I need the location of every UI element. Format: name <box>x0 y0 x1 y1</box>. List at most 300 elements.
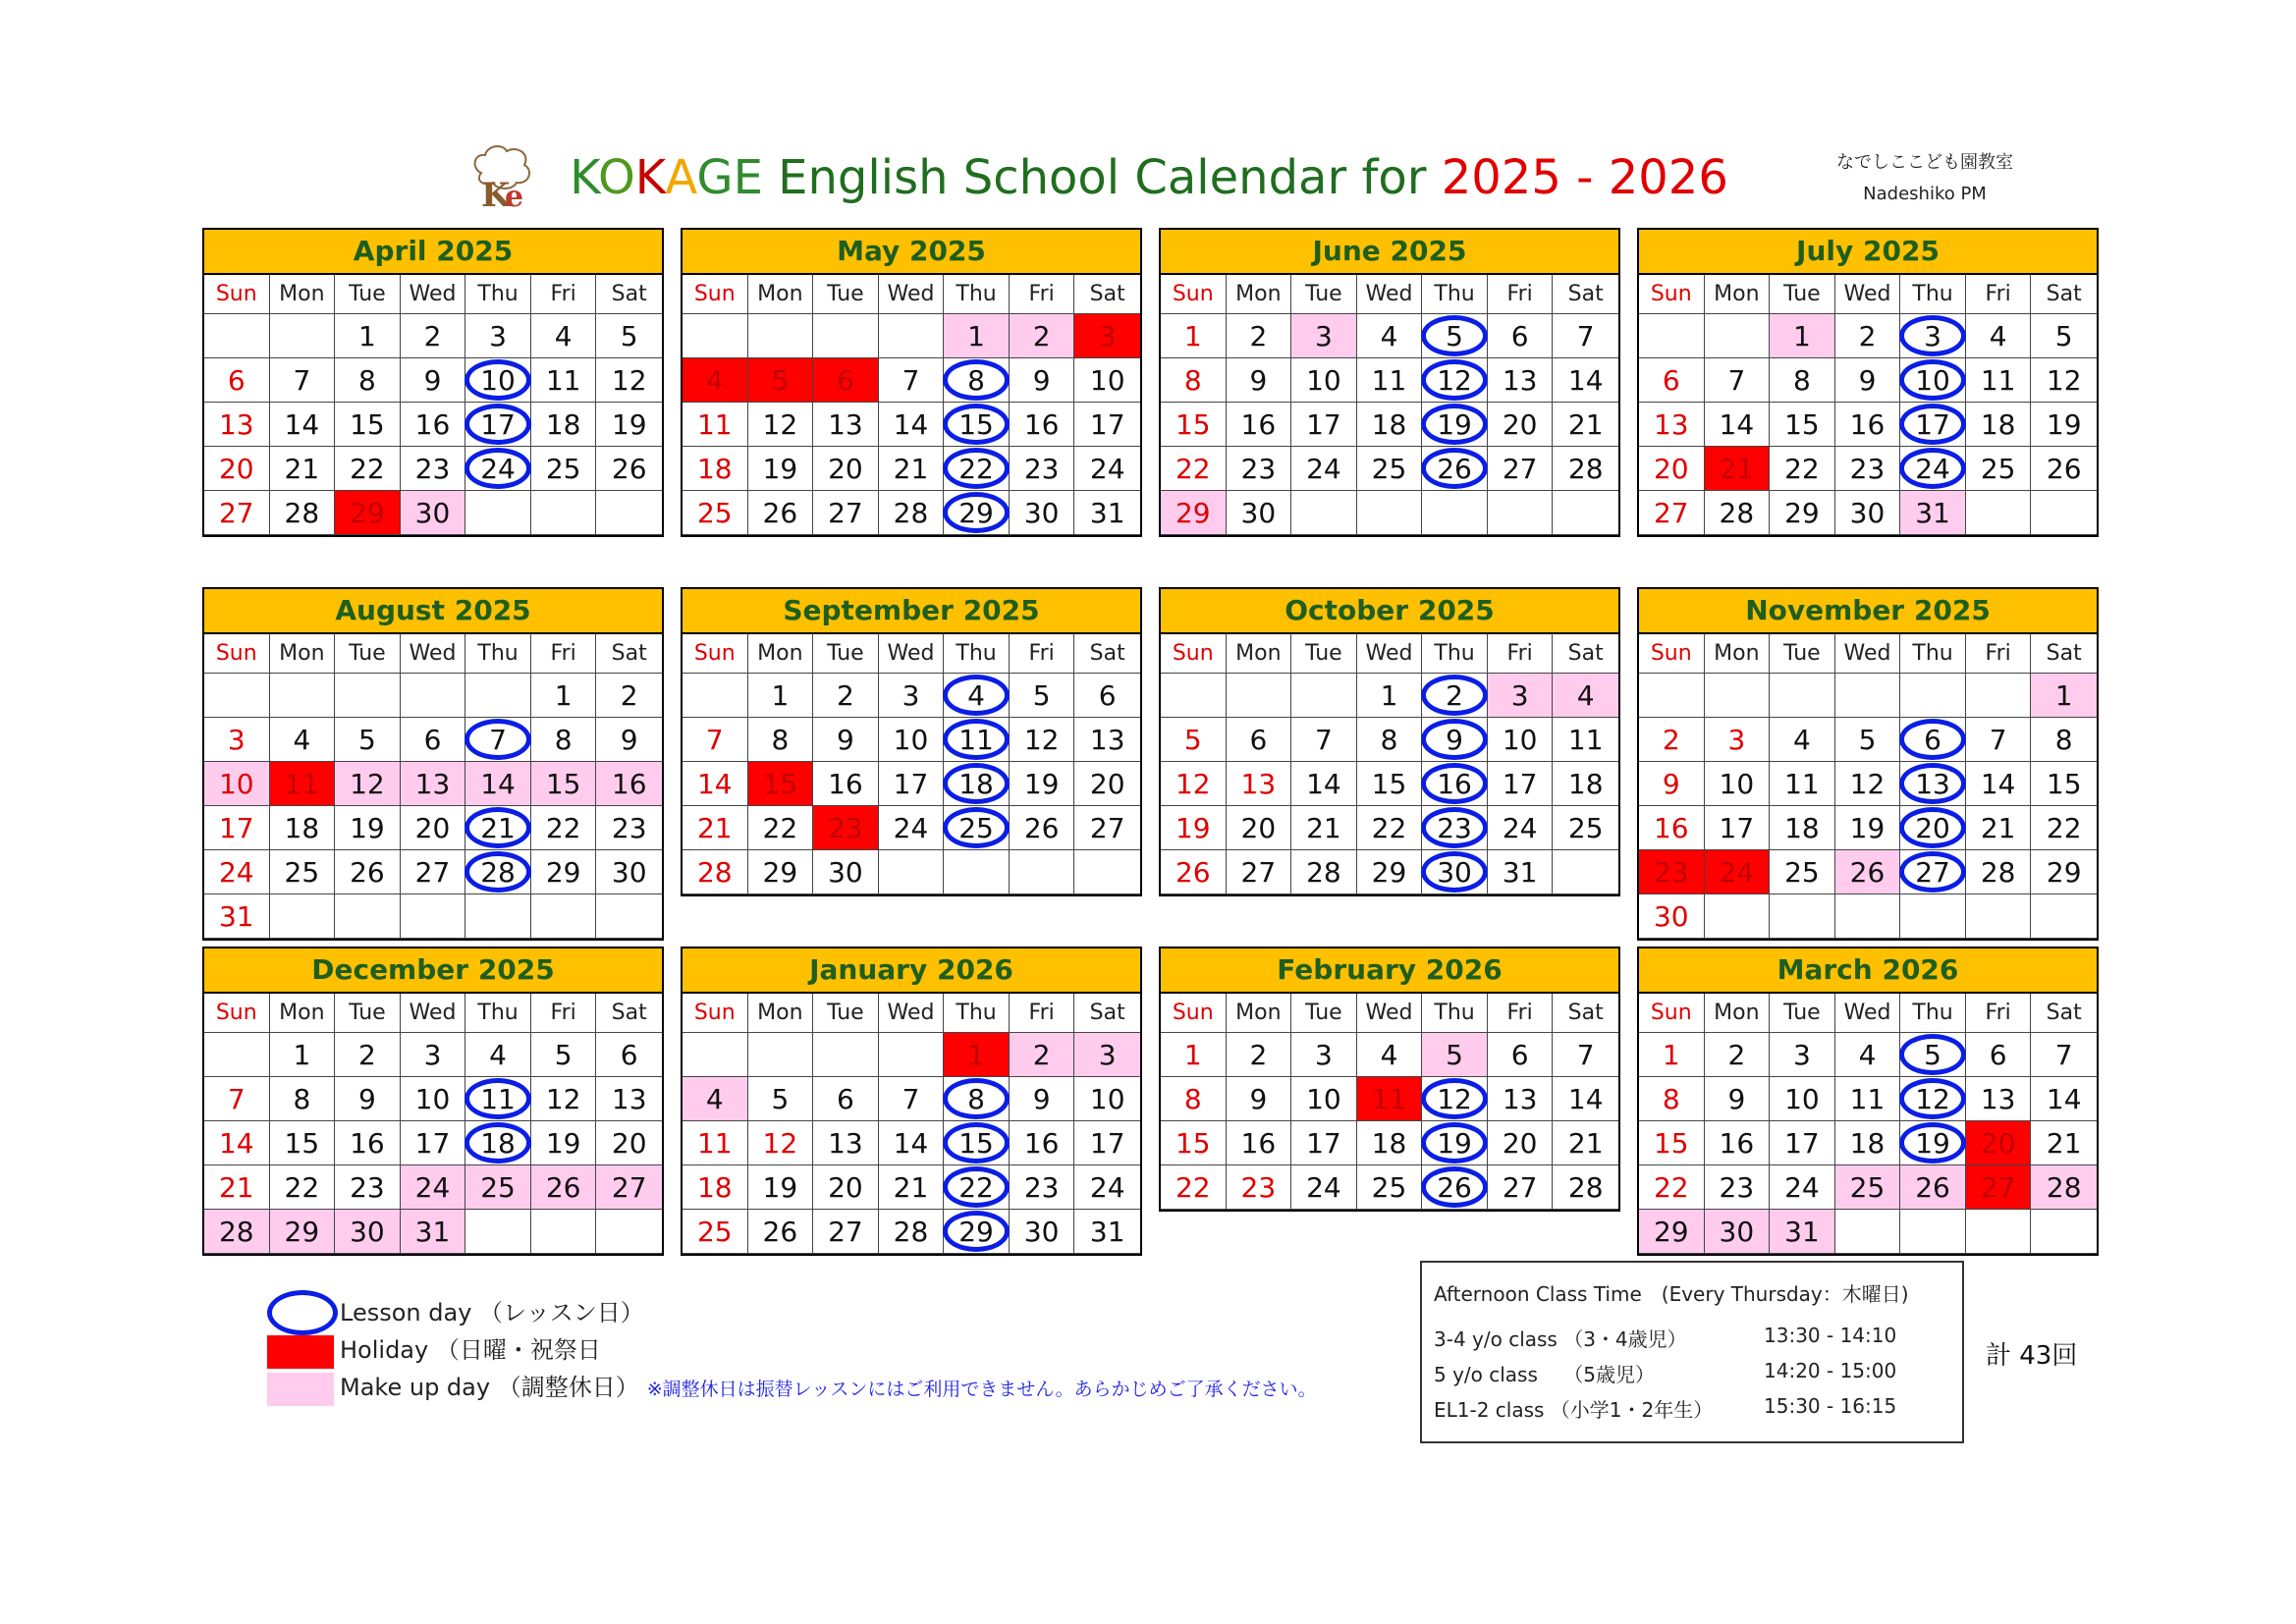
weekday-header: Tue <box>1770 634 1835 674</box>
weekday-header: Wed <box>401 634 466 674</box>
day-number: 15 <box>2046 768 2082 800</box>
day-number: 20 <box>1980 1127 2016 1160</box>
day-cell <box>1966 1077 2032 1121</box>
day-number: 14 <box>1980 768 2016 800</box>
day-number: 23 <box>1023 1171 1060 1204</box>
day-number: 10 <box>893 724 929 756</box>
day-number: 31 <box>1089 1216 1125 1248</box>
day-cell <box>1074 806 1140 850</box>
day-number: 24 <box>218 856 254 889</box>
day-cell <box>1966 806 2032 850</box>
day-cell <box>401 1033 466 1077</box>
day-cell <box>1357 718 1423 762</box>
day-cell <box>1291 806 1357 850</box>
day-number: 6 <box>1662 364 1680 397</box>
weekday-header: Wed <box>401 275 466 314</box>
day-cell <box>1227 806 1292 850</box>
day-cell <box>944 491 1010 535</box>
day-cell <box>944 1165 1010 1210</box>
day-number: 26 <box>2046 453 2082 485</box>
day-number: 18 <box>696 1171 733 1204</box>
day-cell <box>1010 1121 1075 1165</box>
weekday-header: Fri <box>1488 994 1554 1033</box>
day-number: 7 <box>227 1083 246 1115</box>
day-cell <box>1422 314 1488 358</box>
day-number: 19 <box>762 1171 798 1204</box>
day-number: 16 <box>350 1127 385 1160</box>
empty-day-cell <box>683 674 748 718</box>
day-cell <box>596 314 662 358</box>
day-number: 30 <box>414 497 451 529</box>
day-cell <box>683 806 748 850</box>
day-cell <box>1553 314 1618 358</box>
day-cell <box>1488 806 1554 850</box>
day-number: 2 <box>423 320 442 352</box>
day-cell <box>1835 491 1901 535</box>
weekday-header: Wed <box>1357 275 1423 314</box>
empty-day-cell <box>1639 674 1705 718</box>
day-cell <box>1227 1121 1292 1165</box>
month-calendar <box>681 228 1142 537</box>
day-number: 21 <box>480 812 516 844</box>
weekday-header: Thu <box>1900 994 1966 1033</box>
day-cell <box>748 358 814 403</box>
empty-day-cell <box>1966 1210 2032 1254</box>
day-number: 22 <box>2046 812 2082 844</box>
day-number: 3 <box>1315 320 1333 352</box>
day-number: 7 <box>1727 364 1746 397</box>
day-cell <box>465 314 531 358</box>
day-cell <box>1291 1077 1357 1121</box>
empty-day-cell <box>1227 674 1292 718</box>
month-title: September 2025 <box>683 589 1140 634</box>
day-cell <box>1553 1077 1618 1121</box>
day-number: 2 <box>1249 1039 1268 1071</box>
day-cell <box>1357 447 1423 491</box>
day-number: 13 <box>828 1127 863 1160</box>
weekday-header: Mon <box>1227 634 1292 674</box>
empty-day-cell <box>1161 674 1227 718</box>
weekday-header: Sun <box>1639 634 1705 674</box>
day-cell <box>335 403 401 447</box>
day-cell <box>1900 491 1966 535</box>
day-cell <box>1900 447 1966 491</box>
weekday-header: Wed <box>1357 994 1423 1033</box>
day-cell <box>1010 1077 1075 1121</box>
weekday-header: Sat <box>1553 275 1618 314</box>
empty-day-cell <box>1900 674 1966 718</box>
day-number: 7 <box>902 364 920 397</box>
day-number: 21 <box>1980 812 2016 844</box>
day-number: 25 <box>545 453 581 485</box>
day-number: 25 <box>696 497 733 529</box>
day-cell <box>1074 1077 1140 1121</box>
day-cell <box>1161 718 1227 762</box>
day-number: 4 <box>1380 1039 1398 1071</box>
day-cell <box>2031 1033 2097 1077</box>
day-number: 3 <box>1098 320 1117 352</box>
day-cell <box>1074 718 1140 762</box>
month-calendar <box>1159 228 1620 537</box>
month-title: October 2025 <box>1161 589 1618 634</box>
day-number: 18 <box>1567 768 1604 800</box>
weekday-header: Sun <box>1639 994 1705 1033</box>
day-cell <box>1422 403 1488 447</box>
day-cell <box>683 447 748 491</box>
day-cell <box>1553 447 1618 491</box>
day-cell <box>270 358 336 403</box>
day-number: 29 <box>1175 497 1211 529</box>
day-number: 5 <box>771 364 790 397</box>
month-day-grid <box>683 994 1140 1254</box>
weekday-header: Thu <box>1422 994 1488 1033</box>
day-cell <box>944 762 1010 806</box>
day-cell <box>1010 403 1075 447</box>
day-number: 9 <box>358 1083 376 1115</box>
day-number: 20 <box>1240 812 1277 844</box>
day-number: 21 <box>218 1171 254 1204</box>
weekday-header: Mon <box>270 994 336 1033</box>
day-cell <box>1010 1165 1075 1210</box>
day-cell <box>1488 850 1554 894</box>
day-number: 18 <box>1849 1127 1886 1160</box>
empty-day-cell <box>813 314 879 358</box>
empty-day-cell <box>596 1210 662 1254</box>
day-cell <box>401 358 466 403</box>
day-cell <box>531 1033 597 1077</box>
day-cell <box>1553 358 1618 403</box>
weekday-header: Sun <box>204 994 270 1033</box>
day-cell <box>879 1077 945 1121</box>
day-number: 20 <box>611 1127 647 1160</box>
makeup-note: ※調整休日は振替レッスンにはご利用できません。あらかじめご了承ください。 <box>646 1379 1317 1400</box>
empty-day-cell <box>1074 850 1140 894</box>
class-time: 13:30 - 14:10 <box>1764 1324 1897 1347</box>
day-number: 29 <box>1653 1216 1689 1248</box>
day-number: 7 <box>902 1083 920 1115</box>
day-cell <box>1291 718 1357 762</box>
day-number: 29 <box>1784 497 1820 529</box>
day-cell <box>879 674 945 718</box>
day-number: 12 <box>350 768 385 800</box>
weekday-header: Tue <box>813 275 879 314</box>
day-cell <box>1705 1210 1771 1254</box>
day-cell <box>1639 894 1705 939</box>
day-number: 4 <box>1793 724 1811 756</box>
day-number: 12 <box>1915 1083 1950 1115</box>
day-number: 24 <box>1502 812 1538 844</box>
weekday-header: Mon <box>270 634 336 674</box>
day-number: 10 <box>1502 724 1538 756</box>
empty-day-cell <box>1639 314 1705 358</box>
day-cell <box>1639 762 1705 806</box>
empty-day-cell <box>531 894 597 939</box>
day-cell <box>1553 403 1618 447</box>
day-cell <box>1357 806 1423 850</box>
weekday-header: Sun <box>204 275 270 314</box>
day-cell <box>1835 850 1901 894</box>
day-number: 18 <box>545 408 581 441</box>
day-cell <box>1010 718 1075 762</box>
day-number: 7 <box>705 724 724 756</box>
empty-day-cell <box>879 314 945 358</box>
day-cell <box>1705 1077 1771 1121</box>
day-number: 16 <box>1719 1127 1755 1160</box>
day-number: 13 <box>1502 364 1538 397</box>
day-number: 23 <box>414 453 451 485</box>
day-number: 8 <box>771 724 790 756</box>
day-cell <box>1357 1121 1423 1165</box>
day-number: 23 <box>1437 812 1472 844</box>
day-number: 17 <box>218 812 254 844</box>
day-cell <box>270 1077 336 1121</box>
day-number: 18 <box>480 1127 516 1160</box>
day-cell <box>1074 1210 1140 1254</box>
day-cell <box>401 403 466 447</box>
empty-day-cell <box>465 674 531 718</box>
day-cell <box>813 403 879 447</box>
day-cell <box>944 314 1010 358</box>
day-cell <box>465 403 531 447</box>
weekday-header: Wed <box>1835 634 1901 674</box>
day-number: 2 <box>1727 1039 1746 1071</box>
day-cell <box>1835 314 1901 358</box>
day-number: 14 <box>1719 408 1755 441</box>
day-number: 30 <box>1240 497 1277 529</box>
day-cell <box>879 1121 945 1165</box>
legend-makeup <box>267 1369 1347 1406</box>
day-cell <box>1770 806 1835 850</box>
day-cell <box>1835 1165 1901 1210</box>
day-cell <box>1639 1210 1705 1254</box>
day-number: 15 <box>545 768 581 800</box>
weekday-header: Fri <box>1010 634 1075 674</box>
day-cell <box>270 447 336 491</box>
day-number: 11 <box>1567 724 1604 756</box>
day-number: 28 <box>1719 497 1755 529</box>
day-number: 1 <box>967 320 985 352</box>
day-cell <box>1161 403 1227 447</box>
day-cell <box>465 1121 531 1165</box>
day-cell <box>1900 403 1966 447</box>
day-number: 14 <box>893 1127 929 1160</box>
legend-lesson: Lesson day （レッスン日） <box>267 1294 1347 1331</box>
day-cell <box>1422 850 1488 894</box>
day-number: 16 <box>1849 408 1886 441</box>
day-number: 13 <box>611 1083 647 1115</box>
day-cell <box>1553 806 1618 850</box>
day-number: 9 <box>1662 768 1680 800</box>
day-cell <box>335 718 401 762</box>
day-number: 4 <box>293 724 311 756</box>
day-number: 30 <box>1719 1216 1755 1248</box>
day-cell <box>596 718 662 762</box>
day-cell <box>335 1077 401 1121</box>
day-number: 10 <box>1306 364 1341 397</box>
day-cell <box>270 1210 336 1254</box>
day-number: 25 <box>1371 1171 1407 1204</box>
day-cell <box>1488 1121 1554 1165</box>
day-number: 24 <box>1089 1171 1125 1204</box>
day-cell <box>1227 314 1292 358</box>
day-cell <box>748 1165 814 1210</box>
day-cell <box>944 403 1010 447</box>
day-cell <box>944 718 1010 762</box>
empty-day-cell <box>813 1033 879 1077</box>
day-cell <box>1357 314 1423 358</box>
day-cell <box>1227 358 1292 403</box>
day-cell <box>748 447 814 491</box>
day-cell <box>944 1077 1010 1121</box>
day-cell <box>879 491 945 535</box>
day-cell <box>1291 447 1357 491</box>
day-cell <box>1705 762 1771 806</box>
weekday-header: Mon <box>748 634 814 674</box>
day-cell <box>1900 850 1966 894</box>
day-number: 14 <box>480 768 516 800</box>
day-number: 4 <box>1380 320 1398 352</box>
day-number: 29 <box>958 1216 994 1248</box>
empty-day-cell <box>1553 491 1618 535</box>
day-number: 25 <box>696 1216 733 1248</box>
day-cell <box>531 806 597 850</box>
day-cell <box>748 1121 814 1165</box>
day-cell <box>1422 806 1488 850</box>
day-number: 13 <box>1653 408 1689 441</box>
day-number: 7 <box>1989 724 2007 756</box>
legend-holiday: Holiday （日曜・祝祭日 <box>267 1331 1347 1369</box>
day-number: 8 <box>1793 364 1811 397</box>
day-cell <box>1705 358 1771 403</box>
day-number: 19 <box>545 1127 581 1160</box>
day-number: 6 <box>423 724 442 756</box>
day-number: 23 <box>1240 453 1277 485</box>
day-cell <box>204 1210 270 1254</box>
day-cell <box>270 1033 336 1077</box>
day-number: 26 <box>1915 1171 1950 1204</box>
day-number: 21 <box>1567 408 1604 441</box>
day-cell <box>2031 850 2097 894</box>
day-number: 16 <box>1240 1127 1277 1160</box>
empty-day-cell <box>335 674 401 718</box>
day-cell <box>944 447 1010 491</box>
day-number: 28 <box>480 856 516 889</box>
weekday-header: Thu <box>465 275 531 314</box>
day-cell <box>683 718 748 762</box>
weekday-header: Wed <box>401 994 466 1033</box>
day-cell <box>596 674 662 718</box>
weekday-header: Sat <box>1553 994 1618 1033</box>
day-number: 30 <box>1023 1216 1060 1248</box>
day-number: 18 <box>1371 1127 1407 1160</box>
empty-day-cell <box>531 1210 597 1254</box>
day-cell <box>465 718 531 762</box>
day-cell <box>531 358 597 403</box>
empty-day-cell <box>465 894 531 939</box>
day-cell <box>1705 1165 1771 1210</box>
empty-day-cell <box>531 491 597 535</box>
day-number: 14 <box>696 768 733 800</box>
day-cell <box>596 806 662 850</box>
weekday-header: Fri <box>1488 634 1554 674</box>
day-cell <box>748 1210 814 1254</box>
empty-day-cell <box>1291 674 1357 718</box>
day-number: 31 <box>1089 497 1125 529</box>
day-cell <box>1900 762 1966 806</box>
day-number: 22 <box>958 1171 994 1204</box>
day-cell <box>813 850 879 894</box>
day-cell <box>2031 1121 2097 1165</box>
day-cell <box>1639 850 1705 894</box>
day-number: 21 <box>893 1171 929 1204</box>
day-number: 15 <box>1175 408 1211 441</box>
month-day-grid <box>1161 994 1618 1210</box>
day-number: 23 <box>611 812 647 844</box>
day-cell <box>596 403 662 447</box>
day-cell <box>401 762 466 806</box>
day-number: 9 <box>1249 1083 1268 1115</box>
day-cell <box>335 314 401 358</box>
day-number: 22 <box>284 1171 320 1204</box>
day-number: 7 <box>293 364 311 397</box>
day-number: 11 <box>696 1127 733 1160</box>
weekday-header: Sat <box>2031 275 2097 314</box>
day-cell <box>944 806 1010 850</box>
day-number: 8 <box>358 364 376 397</box>
day-cell <box>1227 403 1292 447</box>
day-cell <box>1010 762 1075 806</box>
day-cell <box>1966 718 2032 762</box>
weekday-header: Fri <box>1010 275 1075 314</box>
day-cell <box>1835 1033 1901 1077</box>
day-number: 13 <box>218 408 254 441</box>
day-cell <box>1291 1165 1357 1210</box>
svg-text:e: e <box>505 180 524 214</box>
day-cell <box>879 358 945 403</box>
weekday-header: Sun <box>1639 275 1705 314</box>
day-number: 22 <box>762 812 798 844</box>
day-cell <box>683 850 748 894</box>
day-number: 22 <box>1784 453 1820 485</box>
day-cell <box>1161 358 1227 403</box>
day-cell <box>204 850 270 894</box>
day-cell <box>813 1210 879 1254</box>
day-number: 21 <box>1306 812 1341 844</box>
day-number: 23 <box>828 812 863 844</box>
day-number: 11 <box>545 364 581 397</box>
day-cell <box>270 762 336 806</box>
weekday-header: Sun <box>204 634 270 674</box>
day-cell <box>2031 403 2097 447</box>
day-cell <box>748 403 814 447</box>
weekday-header: Tue <box>335 634 401 674</box>
day-number: 9 <box>1032 1083 1051 1115</box>
day-cell <box>1422 1077 1488 1121</box>
day-number: 11 <box>696 408 733 441</box>
day-cell <box>1900 1165 1966 1210</box>
class-name: EL1-2 class （小学1・2年生） <box>1434 1398 1714 1422</box>
day-cell <box>531 403 597 447</box>
day-cell <box>335 358 401 403</box>
day-number: 11 <box>1371 364 1407 397</box>
day-number: 27 <box>828 1216 863 1248</box>
month-title: August 2025 <box>204 589 662 634</box>
day-number: 23 <box>1653 856 1689 889</box>
day-cell <box>813 1165 879 1210</box>
day-cell <box>1553 1033 1618 1077</box>
day-number: 13 <box>828 408 863 441</box>
day-cell <box>1010 806 1075 850</box>
